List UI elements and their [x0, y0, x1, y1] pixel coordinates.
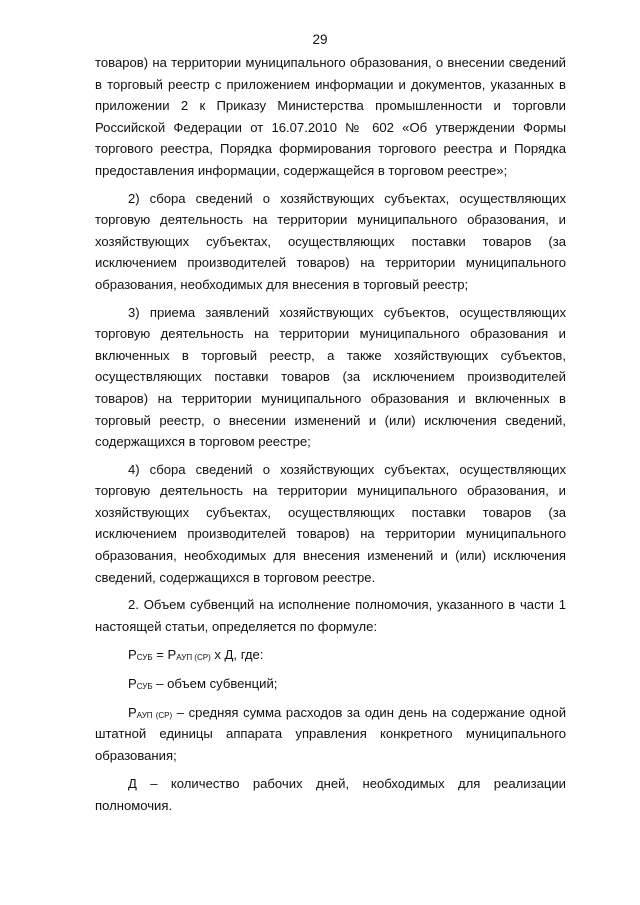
definition-symbol: Р: [128, 676, 137, 692]
paragraph-continuation: товаров) на территории муниципального образования, о внесении сведений в торговый реестр с приложением информации и документов, указанных в приложении 2 к Приказу Министерства промышленности и торговли Российской Федерации от 16.07.2010 № 602 «Об утверждении Формы торгового реестра, Порядка формирования торгового реестра и Порядка предоставления информации, содержащейся в торговом реестре»;: [95, 55, 566, 178]
document-body: [95, 52, 566, 817]
formula-rhs-symbol: Р: [167, 647, 177, 663]
formula-lhs-subscript: СУБ: [136, 653, 153, 663]
formula-equals: =: [152, 647, 168, 663]
paragraph-item-3: 3) приема заявлений хозяйствующих субъектов, осуществляющих торговую деятельность на территории муниципального образования и включенных в торговый реестр, а также хозяйствующих субъектов, осуществляющих поставки товаров (за исключением производителей товаров) на территории муниципального образования и включенных в торговый реестр, о внесении изменений и (или) исключения сведений, содержащихся в торговом реестре;: [95, 304, 566, 450]
definition-days: Д – количество рабочих дней, необходимых для реализации полномочия.: [95, 776, 566, 813]
formula-rest: х Д, где:: [210, 647, 264, 663]
definition-text: – объем субвенций;: [152, 676, 278, 692]
definition-symbol: Р: [128, 704, 137, 720]
formula-rhs-subscript: АУП (СР): [176, 653, 211, 663]
formula: [95, 644, 566, 666]
paragraph-item-4: 4) сбора сведений о хозяйствующих субъектах, осуществляющих торговую деятельность на территории муниципального образования, и хозяйствующих субъектах, осуществляющих поставки товаров (за исключением производителей товаров) на территории муниципального образования, необходимых для внесения изменений и (или) исключения сведений, содержащихся в торговом реестре.: [95, 461, 566, 585]
definition-subscript: АУП (СР): [136, 710, 173, 720]
paragraph-subvention-volume: 2. Объем субвенций на исполнение полномочия, указанного в части 1 настоящей статьи, определяется по формуле:: [95, 597, 566, 634]
paragraph-item-2: 2) сбора сведений о хозяйствующих субъектах, осуществляющих торговую деятельность на территории муниципального образования, и хозяйствующих субъектах, осуществляющих поставки товаров (за исключением производителей товаров) на территории муниципального образования, необходимых для внесения в торговый реестр;: [95, 190, 566, 292]
definition-text: – средняя сумма расходов за один день на содержание одной штатной единицы аппарата управления конкретного муниципального образования;: [95, 704, 567, 763]
definition-average-cost: [95, 702, 566, 767]
definition-subvention: [95, 673, 566, 695]
formula-lhs-symbol: Р: [128, 647, 137, 663]
page-number: 29: [312, 32, 328, 47]
definition-subscript: СУБ: [136, 682, 153, 692]
